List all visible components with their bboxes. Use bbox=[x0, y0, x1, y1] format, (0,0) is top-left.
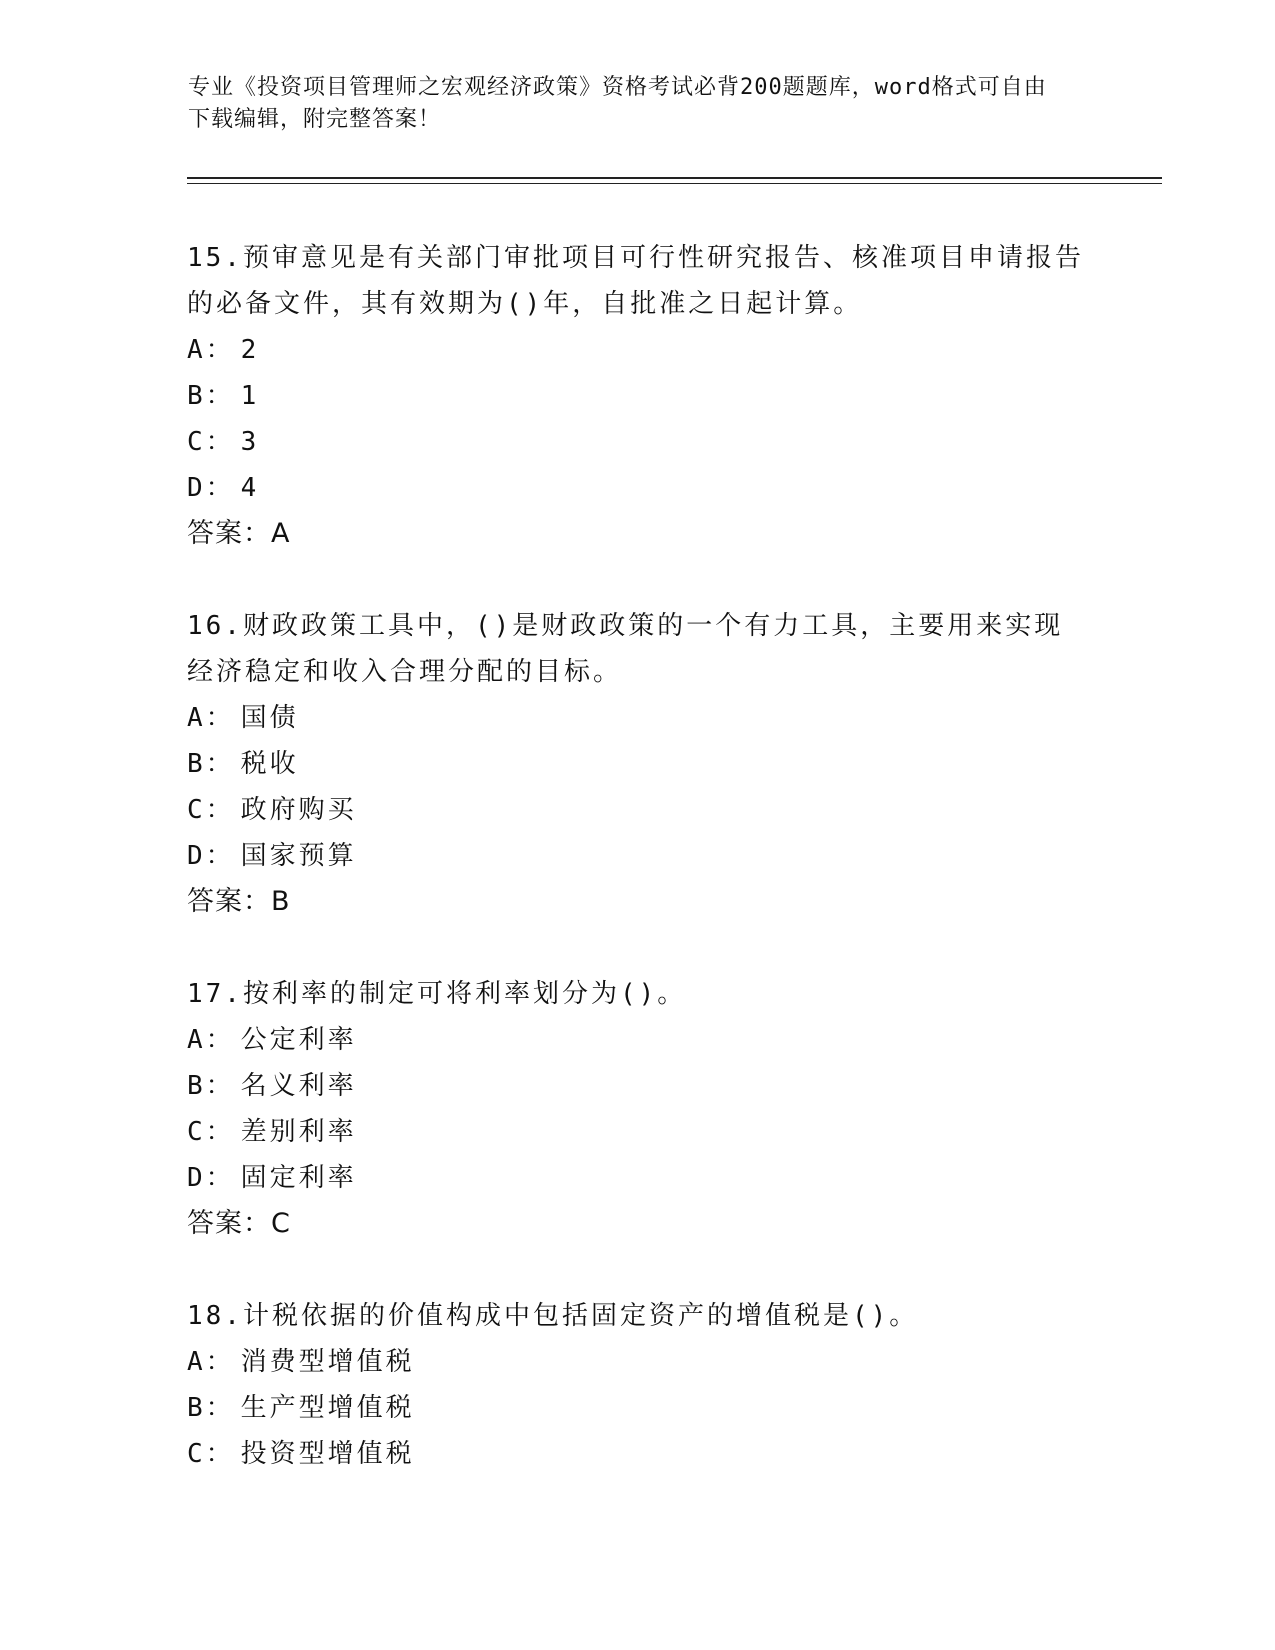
question-17 bbox=[187, 971, 1087, 1247]
option-key: B bbox=[187, 1393, 206, 1423]
option-separator: ： bbox=[205, 473, 235, 503]
option-c bbox=[187, 787, 1087, 833]
option-text: 名义利率 bbox=[240, 1071, 357, 1101]
option-key: A bbox=[187, 1347, 206, 1377]
option-text: 税收 bbox=[240, 749, 299, 779]
option-separator: ： bbox=[205, 841, 235, 871]
option-text: 3 bbox=[240, 427, 260, 457]
option-key: C bbox=[187, 795, 206, 825]
option-a bbox=[187, 1339, 1087, 1385]
option-separator: ： bbox=[205, 1117, 235, 1147]
answer: 答案：A bbox=[187, 518, 291, 549]
option-text: 4 bbox=[240, 473, 260, 503]
answer: 答案：B bbox=[187, 886, 291, 917]
question-16 bbox=[187, 603, 1087, 925]
option-list bbox=[187, 327, 1087, 511]
option-d bbox=[187, 833, 1087, 879]
option-separator: ： bbox=[205, 703, 235, 733]
option-text: 消费型增值税 bbox=[240, 1347, 415, 1377]
option-key: A bbox=[187, 703, 206, 733]
option-key: D bbox=[187, 1163, 206, 1193]
option-text: 生产型增值税 bbox=[240, 1393, 415, 1423]
option-separator: ： bbox=[205, 335, 235, 365]
option-separator: ： bbox=[205, 795, 235, 825]
option-separator: ： bbox=[205, 749, 235, 779]
header-rule-top bbox=[187, 177, 1162, 179]
question-list bbox=[187, 235, 1087, 1523]
option-list bbox=[187, 695, 1087, 879]
option-c bbox=[187, 1431, 1087, 1477]
option-c bbox=[187, 419, 1087, 465]
question-text: 15.预审意见是有关部门审批项目可行性研究报告、核准项目申请报告的必备文件，其有效期为()年，自批准之日起计算。 bbox=[187, 243, 1084, 319]
option-separator: ： bbox=[205, 1163, 235, 1193]
option-key: B bbox=[187, 381, 206, 411]
option-d bbox=[187, 1155, 1087, 1201]
option-key: A bbox=[187, 1025, 206, 1055]
option-text: 固定利率 bbox=[240, 1163, 357, 1193]
option-text: 1 bbox=[240, 381, 260, 411]
option-key: D bbox=[187, 841, 206, 871]
option-key: D bbox=[187, 473, 206, 503]
option-a bbox=[187, 327, 1087, 373]
header-rule-bottom bbox=[187, 183, 1162, 184]
option-separator: ： bbox=[205, 1439, 235, 1469]
question-18 bbox=[187, 1293, 1087, 1477]
option-b bbox=[187, 741, 1087, 787]
question-text: 18.计税依据的价值构成中包括固定资产的增值税是()。 bbox=[187, 1301, 919, 1331]
option-key: B bbox=[187, 1071, 206, 1101]
option-key: C bbox=[187, 1439, 206, 1469]
answer: 答案：C bbox=[187, 1208, 291, 1239]
option-text: 国家预算 bbox=[240, 841, 357, 871]
option-text: 2 bbox=[240, 335, 260, 365]
option-text: 差别利率 bbox=[240, 1117, 357, 1147]
question-15 bbox=[187, 235, 1087, 557]
question-text: 17.按利率的制定可将利率划分为()。 bbox=[187, 979, 687, 1009]
option-list bbox=[187, 1339, 1087, 1477]
option-b bbox=[187, 1063, 1087, 1109]
option-separator: ： bbox=[205, 1071, 235, 1101]
document-header bbox=[188, 72, 1068, 136]
header-title: 专业《投资项目管理师之宏观经济政策》资格考试必背200题题库，word格式可自由下载编辑，附完整答案！ bbox=[188, 75, 1047, 132]
option-text: 国债 bbox=[240, 703, 299, 733]
option-separator: ： bbox=[205, 1393, 235, 1423]
question-text: 16.财政政策工具中，()是财政政策的一个有力工具，主要用来实现经济稳定和收入合理分配的目标。 bbox=[187, 611, 1064, 687]
option-key: B bbox=[187, 749, 206, 779]
option-b bbox=[187, 1385, 1087, 1431]
option-key: A bbox=[187, 335, 206, 365]
option-separator: ： bbox=[205, 427, 235, 457]
option-list bbox=[187, 1017, 1087, 1201]
option-text: 投资型增值税 bbox=[240, 1439, 415, 1469]
option-separator: ： bbox=[205, 381, 235, 411]
option-a bbox=[187, 695, 1087, 741]
option-a bbox=[187, 1017, 1087, 1063]
option-key: C bbox=[187, 1117, 206, 1147]
option-c bbox=[187, 1109, 1087, 1155]
option-separator: ： bbox=[205, 1347, 235, 1377]
option-text: 公定利率 bbox=[240, 1025, 357, 1055]
option-b bbox=[187, 373, 1087, 419]
option-text: 政府购买 bbox=[240, 795, 357, 825]
option-separator: ： bbox=[205, 1025, 235, 1055]
option-d bbox=[187, 465, 1087, 511]
option-key: C bbox=[187, 427, 206, 457]
